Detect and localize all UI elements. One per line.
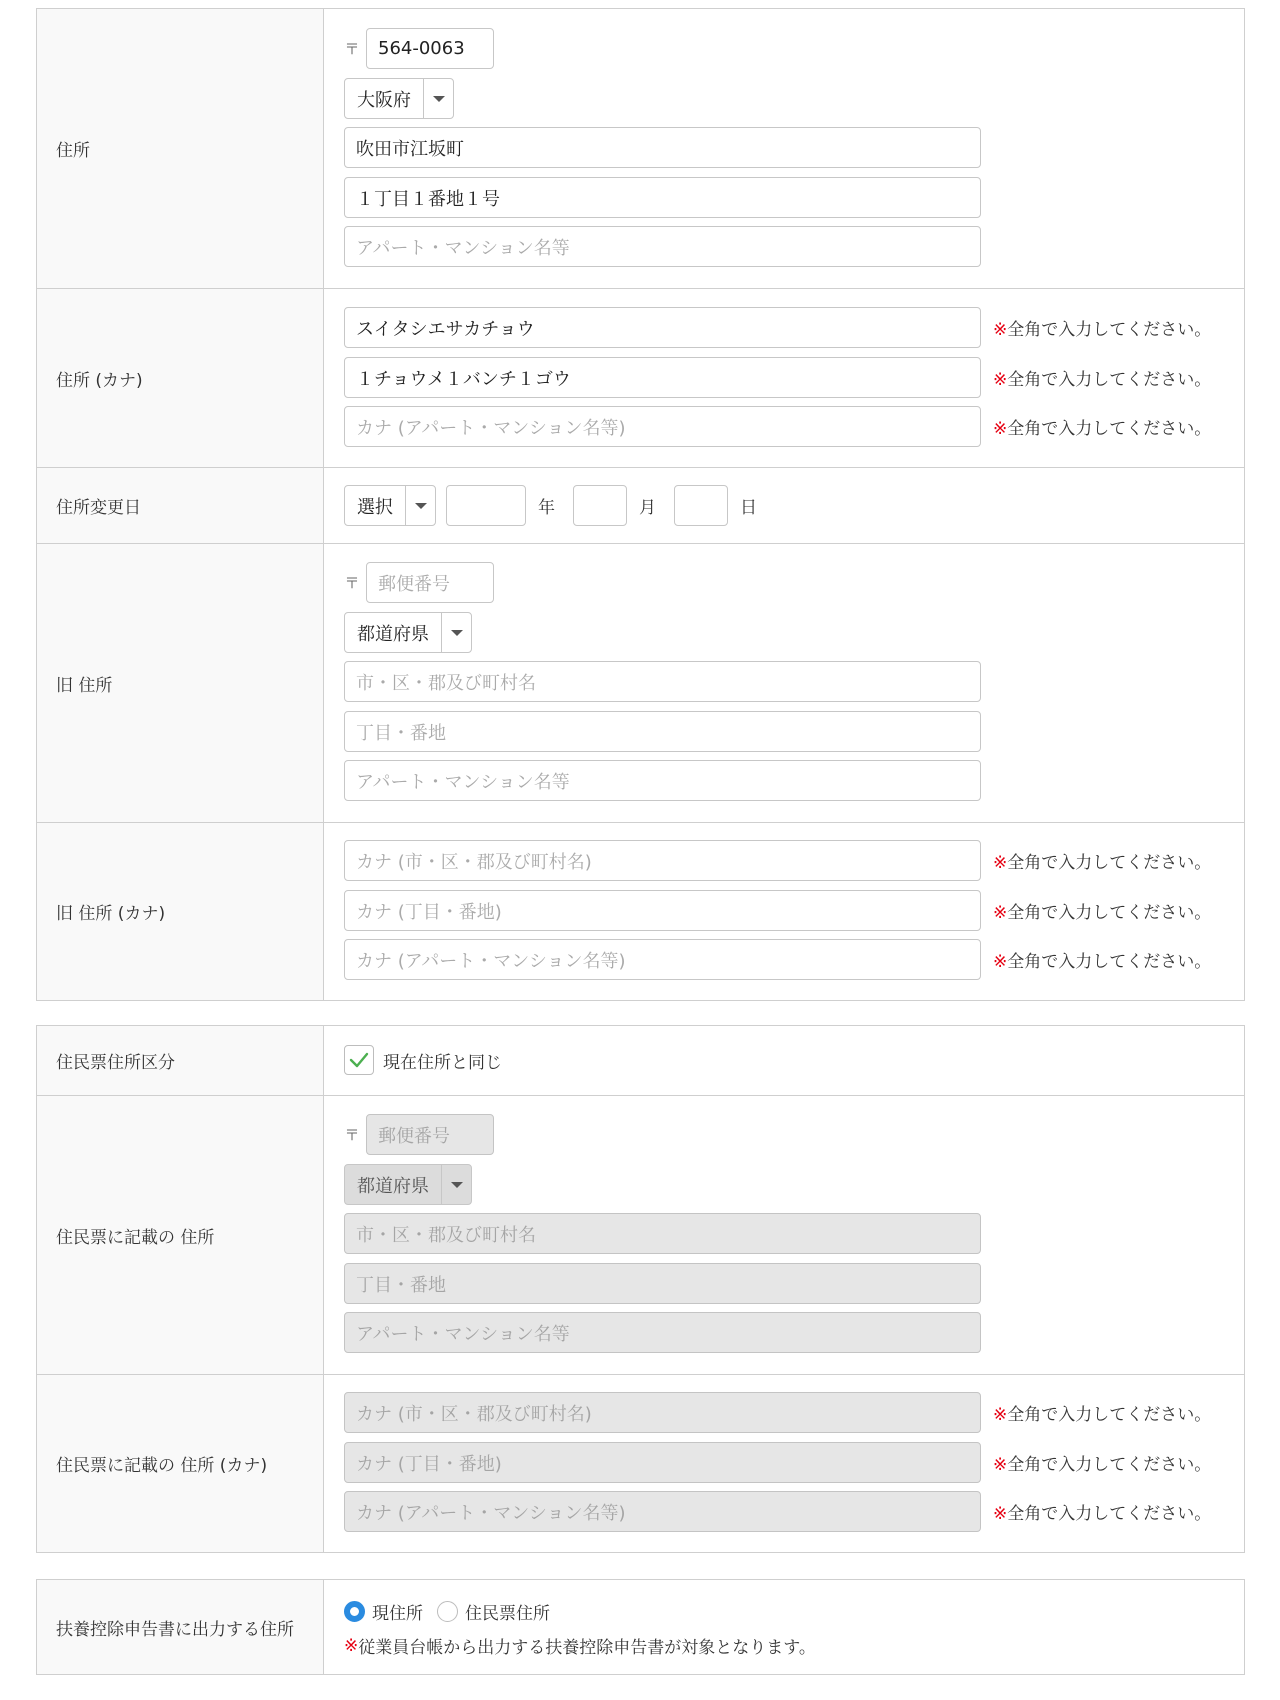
city-kana-input[interactable]: スイタシエサカチョウ <box>344 307 981 348</box>
resident-address-kana-cell <box>324 1375 1244 1552</box>
row-resident-address-kana <box>37 1374 1244 1552</box>
prefecture-select[interactable] <box>344 78 454 119</box>
current-address-kana-cell <box>324 289 1244 467</box>
row-old-address-kana <box>37 822 1244 1000</box>
era-select[interactable] <box>344 485 436 526</box>
old-city-kana-input[interactable]: カナ (市・区・郡及び町村名) <box>344 840 981 881</box>
check-icon <box>348 1049 370 1071</box>
resident-address-label: 住民票に記載の 住所 <box>37 1096 324 1374</box>
fullwidth-note: ※全角で入力してください。 <box>993 320 1212 340</box>
note-mark: ※ <box>344 1635 359 1656</box>
row-deduction-output <box>37 1580 1244 1674</box>
change-date-label: 住所変更日 <box>37 468 324 543</box>
row-resident-address <box>37 1095 1244 1374</box>
row-change-date <box>37 467 1244 543</box>
fullwidth-note: ※全角で入力してください。 <box>993 903 1212 923</box>
fullwidth-note: ※全角で入力してください。 <box>993 370 1212 390</box>
resident-city-input[interactable]: 市・区・郡及び町村名 <box>344 1213 981 1254</box>
old-address-kana-label: 旧 住所 (カナ) <box>37 823 324 1000</box>
building-kana-input[interactable]: カナ (アパート・マンション名等) <box>344 406 981 447</box>
old-prefecture-value: 都道府県 <box>357 623 429 645</box>
old-address-cell <box>324 544 1244 822</box>
chevron-down-icon <box>441 613 471 652</box>
old-building-input[interactable]: アパート・マンション名等 <box>344 760 981 801</box>
resident-street-input[interactable]: 丁目・番地 <box>344 1263 981 1304</box>
city-input[interactable]: 吹田市江坂町 <box>344 127 981 168</box>
change-date-cell <box>324 468 1244 543</box>
building-input[interactable]: アパート・マンション名等 <box>344 226 981 267</box>
zip-mark: 〒 <box>344 1126 360 1144</box>
street-input[interactable]: １丁目１番地１号 <box>344 177 981 218</box>
prefecture-value: 大阪府 <box>357 89 411 111</box>
resident-register-type-cell <box>324 1026 1244 1095</box>
resident-building-input[interactable]: アパート・マンション名等 <box>344 1312 981 1353</box>
old-zip-input[interactable]: 郵便番号 <box>366 562 494 603</box>
same-as-current-checkbox[interactable] <box>344 1045 374 1075</box>
radio-resident-address-label[interactable]: 住民票住所 <box>465 1604 550 1624</box>
row-old-address <box>37 543 1244 822</box>
address-table <box>36 8 1245 1001</box>
old-address-kana-cell <box>324 823 1244 1000</box>
row-current-address <box>37 9 1244 288</box>
zip-input[interactable]: 564-0063 <box>366 28 494 69</box>
current-address-label: 住所 <box>37 9 324 288</box>
deduction-output-table <box>36 1579 1245 1675</box>
deduction-output-cell <box>324 1580 1244 1674</box>
resident-street-kana-input[interactable]: カナ (丁目・番地) <box>344 1442 981 1483</box>
current-address-kana-label: 住所 (カナ) <box>37 289 324 467</box>
fullwidth-note: ※全角で入力してください。 <box>993 419 1212 439</box>
chevron-down-icon <box>423 79 453 118</box>
old-building-kana-input[interactable]: カナ (アパート・マンション名等) <box>344 939 981 980</box>
current-address-cell <box>324 9 1244 288</box>
resident-register-type-label: 住民票住所区分 <box>37 1026 324 1095</box>
old-address-label: 旧 住所 <box>37 544 324 822</box>
resident-address-cell <box>324 1096 1244 1374</box>
radio-current-address[interactable] <box>344 1601 365 1622</box>
old-street-input[interactable]: 丁目・番地 <box>344 711 981 752</box>
era-value: 選択 <box>357 496 393 518</box>
resident-register-table <box>36 1025 1245 1553</box>
year-unit: 年 <box>538 498 555 518</box>
fullwidth-note: ※全角で入力してください。 <box>993 1405 1212 1425</box>
deduction-output-label: 扶養控除申告書に出力する住所 <box>37 1580 324 1674</box>
resident-zip-input[interactable]: 郵便番号 <box>366 1114 494 1155</box>
row-current-address-kana <box>37 288 1244 467</box>
resident-city-kana-input[interactable]: カナ (市・区・郡及び町村名) <box>344 1392 981 1433</box>
fullwidth-note: ※全角で入力してください。 <box>993 952 1212 972</box>
month-unit: 月 <box>639 498 656 518</box>
fullwidth-note: ※全角で入力してください。 <box>993 1455 1212 1475</box>
resident-prefecture-value: 都道府県 <box>357 1175 429 1197</box>
month-input[interactable] <box>573 485 627 526</box>
year-input[interactable] <box>446 485 526 526</box>
old-prefecture-select[interactable] <box>344 612 472 653</box>
zip-mark: 〒 <box>344 574 360 592</box>
street-kana-input[interactable]: １チョウメ１バンチ１ゴウ <box>344 357 981 398</box>
chevron-down-icon <box>405 486 435 525</box>
zip-mark: 〒 <box>344 40 360 58</box>
resident-address-kana-label: 住民票に記載の 住所 (カナ) <box>37 1375 324 1552</box>
day-input[interactable] <box>674 485 728 526</box>
day-unit: 日 <box>740 498 757 518</box>
radio-current-address-label[interactable]: 現住所 <box>372 1604 423 1624</box>
fullwidth-note: ※全角で入力してください。 <box>993 853 1212 873</box>
same-as-current-label: 現在住所と同じ <box>383 1052 502 1073</box>
radio-resident-address[interactable] <box>437 1601 458 1622</box>
old-city-input[interactable]: 市・区・郡及び町村名 <box>344 661 981 702</box>
chevron-down-icon <box>441 1165 471 1204</box>
resident-prefecture-select[interactable] <box>344 1164 472 1205</box>
old-street-kana-input[interactable]: カナ (丁目・番地) <box>344 890 981 931</box>
deduction-output-note: 従業員台帳から出力する扶養控除申告書が対象となります。 <box>358 1638 816 1658</box>
fullwidth-note: ※全角で入力してください。 <box>993 1504 1212 1524</box>
resident-building-kana-input[interactable]: カナ (アパート・マンション名等) <box>344 1491 981 1532</box>
row-resident-register-type <box>37 1026 1244 1095</box>
